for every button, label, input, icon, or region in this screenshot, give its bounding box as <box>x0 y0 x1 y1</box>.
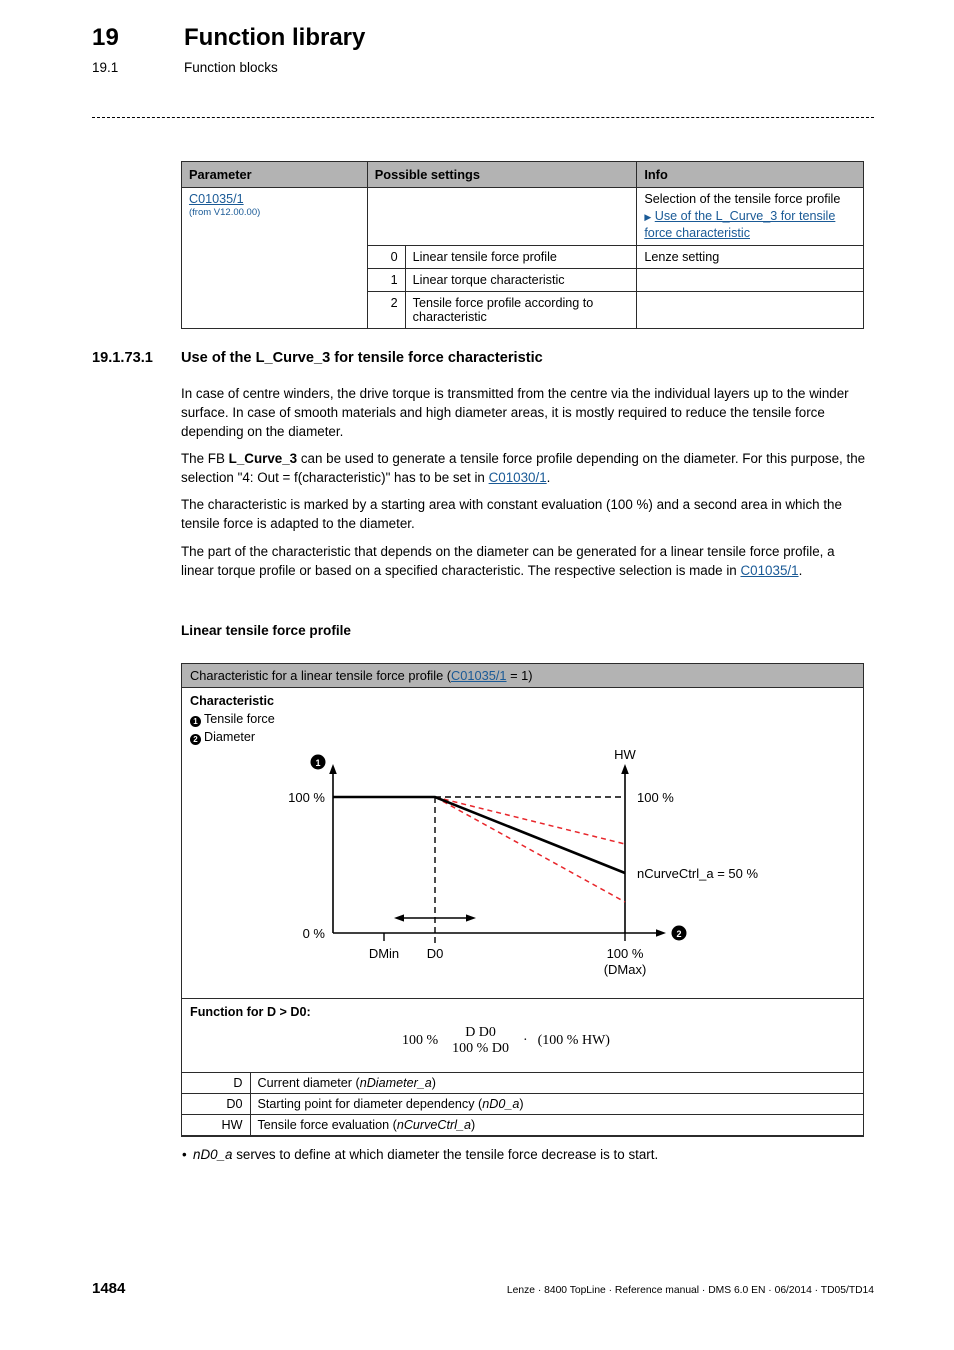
definition-text-a: Tensile force evaluation ( <box>257 1118 397 1132</box>
settings-cell-empty <box>367 188 637 246</box>
definition-description <box>250 1094 863 1115</box>
definition-text-b: ) <box>471 1118 476 1132</box>
figure-caption-link[interactable]: C01035/1 <box>451 668 507 683</box>
info-main-text: Selection of the tensile force profile <box>644 192 841 206</box>
c01035-link[interactable]: C01035/1 <box>740 563 799 579</box>
chart-svg <box>182 748 865 980</box>
figure-caption <box>182 664 863 688</box>
definition-variable: nDiameter_a <box>359 1076 432 1090</box>
definition-description <box>250 1073 863 1094</box>
table-header-row <box>182 162 864 188</box>
definition-text-b: ) <box>431 1076 436 1090</box>
chapter-number: 19 <box>92 24 120 51</box>
hw-axis-label: HW <box>614 748 636 762</box>
parameter-version-note: (from V12.00.00) <box>189 207 261 218</box>
triangle-right-icon: ▶ <box>644 212 652 222</box>
figure-caption-part-b: = 1) <box>506 668 533 683</box>
setting-info <box>637 292 864 329</box>
formula-numerator: D D0 <box>465 1025 496 1040</box>
parameter-code-link[interactable]: C01035/1 <box>189 192 244 206</box>
para4-part-b: . <box>798 563 803 579</box>
paragraph-characteristic <box>181 495 866 545</box>
setting-label: Linear tensile force profile <box>405 246 637 269</box>
c01030-link[interactable]: C01030/1 <box>488 470 547 486</box>
formula-denominator: 100 % D0 <box>452 1041 509 1057</box>
header-divider <box>92 117 874 118</box>
function-row <box>182 998 863 1072</box>
paragraph-text <box>181 449 866 487</box>
definition-text-a: Current diameter ( <box>257 1076 360 1090</box>
formula-lead: 100 % <box>402 1033 439 1049</box>
table-row <box>182 1073 863 1094</box>
definition-table <box>182 1072 863 1136</box>
definition-symbol: HW <box>182 1115 250 1136</box>
note-variable: nD0_a <box>193 1147 233 1162</box>
formula-tail: 100 % HW <box>542 1033 606 1049</box>
definition-text-a: Starting point for diameter dependency ( <box>257 1097 483 1111</box>
paragraph-selection <box>181 542 866 592</box>
section-title: Function blocks <box>184 60 278 75</box>
legend-title: Characteristic <box>190 694 274 708</box>
formula-multiplication-dot: · <box>522 1033 528 1049</box>
subsection-heading <box>92 350 882 366</box>
setting-label: Tensile force profile according to characteristic <box>405 292 637 329</box>
definition-variable: nD0_a <box>482 1097 520 1111</box>
x-tick-label-d0: D0 <box>426 946 444 961</box>
marker-one-icon: 1 <box>190 716 201 727</box>
subsection-number: 19.1.73.1 <box>92 350 153 366</box>
hw-tick-label-100: 100 % <box>637 790 674 805</box>
x-tick-label-100: 100 % <box>606 946 644 961</box>
paragraph-text <box>181 542 866 580</box>
figure-legend <box>190 693 275 747</box>
info-cross-reference-link[interactable]: Use of the L_Curve_3 for tensile force characteristic <box>644 209 836 240</box>
definition-text-b: ) <box>519 1097 524 1111</box>
info-cell <box>637 188 864 246</box>
marker-two-chart-label: 2 <box>676 929 682 939</box>
function-label: Function for D > D0: <box>190 1005 311 1019</box>
d0-range-arrow-left <box>394 914 404 921</box>
series-upper-variant <box>435 797 625 844</box>
marker-one-chart-label: 1 <box>315 758 321 768</box>
section-number: 19.1 <box>92 60 119 75</box>
column-header-parameter: Parameter <box>182 162 368 188</box>
para2-part-a: The FB <box>181 451 229 466</box>
page-footer <box>92 1280 874 1297</box>
para4-part-a: The part of the characteristic that depends on the diameter can be generated for a linear tensile force profile, a linear torque profile or based on a specified characteristic. The respective selection is made in <box>181 544 835 579</box>
chapter-title: Function library <box>184 24 366 51</box>
definition-symbol: D <box>182 1073 250 1094</box>
definition-variable: nCurveCtrl_a <box>396 1118 472 1132</box>
parameter-cell <box>182 188 368 329</box>
setting-label: Linear torque characteristic <box>405 269 637 292</box>
x-axis-arrowhead <box>656 929 666 937</box>
legend-item-1-label: Tensile force <box>204 711 275 726</box>
table-row <box>182 1094 863 1115</box>
formula <box>402 1025 855 1057</box>
y-tick-label-100: 100 % <box>288 790 325 805</box>
page-header <box>92 24 882 75</box>
parameter-table <box>181 161 864 329</box>
legend-item-2 <box>190 729 275 747</box>
figure-subheading: Linear tensile force profile <box>181 623 351 638</box>
subsection-title: Use of the L_Curve_3 for tensile force characteristic <box>181 350 543 366</box>
figure-body <box>182 688 863 998</box>
column-header-info: Info <box>637 162 864 188</box>
setting-info: Lenze setting <box>637 246 864 269</box>
paragraph-intro <box>181 384 866 453</box>
paragraph-fb-usage <box>181 449 866 499</box>
y-axis-arrowhead <box>329 764 337 774</box>
legend-item-1 <box>190 711 275 729</box>
table-row <box>182 188 864 246</box>
figure-caption-part-a: Characteristic for a linear tensile force profile ( <box>190 668 452 683</box>
figure-container <box>181 663 864 1137</box>
paragraph-text: In case of centre winders, the drive torque is transmitted from the centre via the individual layers up to the winder surface. In case of smooth materials and high diameter areas, it is mostly required to reduce the tensile force depending on the diameter. <box>181 386 849 440</box>
x-tick-label-dmin: DMin <box>368 946 400 961</box>
legend-item-2-label: Diameter <box>204 729 256 744</box>
characteristic-chart <box>182 748 865 980</box>
column-header-possible-settings: Possible settings <box>367 162 637 188</box>
paragraph-text: The characteristic is marked by a starting area with constant evaluation (100 %) and a second area in which the tensile force is adapted to the diameter. <box>181 497 842 532</box>
curve-annotation-label: nCurveCtrl_a = 50 % <box>637 866 759 881</box>
setting-index: 2 <box>367 292 405 329</box>
note-text: serves to define at which diameter the tensile force decrease is to start. <box>232 1147 659 1162</box>
formula-paren-open: ( <box>537 1033 543 1049</box>
marker-two-icon: 2 <box>190 734 201 745</box>
setting-index: 0 <box>367 246 405 269</box>
document-info: Lenze · 8400 TopLine · Reference manual · DMS 6.0 EN · 06/2014 · TD05/TD14 <box>506 1285 874 1296</box>
bullet-note <box>182 1146 863 1165</box>
series-lower-variant <box>435 797 625 902</box>
para2-part-b: can be used to generate a tensile force profile depending on the diameter. For this purpose, the selection "4: Out = f(characteristic)" has to be set in <box>181 451 866 486</box>
definition-description <box>250 1115 863 1136</box>
formula-fraction <box>448 1025 513 1057</box>
x-tick-label-dmax: (DMax) <box>603 962 647 977</box>
table-row <box>182 1115 863 1136</box>
formula-paren-close: ) <box>605 1033 610 1049</box>
formula-tail-group <box>538 1033 610 1049</box>
hw-axis-arrowhead <box>621 764 629 774</box>
bullet-dot-icon: • <box>182 1147 187 1162</box>
para2-part-c: . <box>546 470 551 486</box>
d0-range-arrow-right <box>466 914 476 921</box>
definition-symbol: D0 <box>182 1094 250 1115</box>
y-tick-label-0: 0 % <box>302 926 325 941</box>
page-number: 1484 <box>92 1280 126 1297</box>
fb-name: L_Curve_3 <box>228 451 298 466</box>
setting-info <box>637 269 864 292</box>
setting-index: 1 <box>367 269 405 292</box>
